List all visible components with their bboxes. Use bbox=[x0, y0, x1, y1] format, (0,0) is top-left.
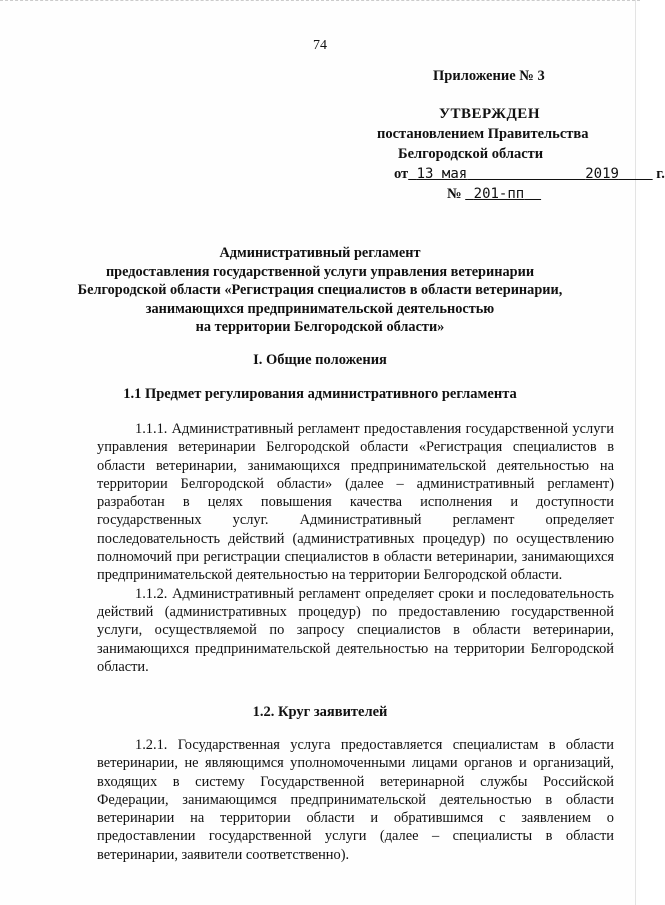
appendix-label: Приложение № 3 bbox=[433, 68, 545, 84]
title-line: Административный регламент bbox=[219, 245, 421, 261]
title-line: Белгородской области «Регистрация специалистов в области ветеринарии, bbox=[77, 282, 563, 298]
decree-date bbox=[370, 166, 665, 186]
scan-top-edge bbox=[0, 0, 640, 5]
title-line: предоставления государственной услуги управления ветеринарии bbox=[105, 263, 535, 280]
section-heading-general: I. Общие положения bbox=[253, 352, 387, 368]
title-line: на территории Белгородской области» bbox=[195, 319, 445, 335]
page-number: 74 bbox=[313, 38, 327, 53]
section-1-2-body bbox=[97, 736, 614, 864]
regulation-title bbox=[60, 244, 580, 337]
subsection-heading-applicants: 1.2. Круг заявителей bbox=[252, 704, 388, 720]
section-1-1-body bbox=[97, 420, 614, 676]
decree-number bbox=[370, 186, 620, 206]
date-suffix: г. bbox=[656, 166, 665, 182]
decree-line-2: Белгородской области bbox=[398, 146, 544, 162]
date-day-month: 13 мая bbox=[416, 166, 468, 182]
date-prefix: от bbox=[394, 166, 409, 182]
scan-right-edge bbox=[635, 0, 640, 905]
paragraph-1-2-1: 1.2.1. Государственная услуга предоставляется специалистам в области ветеринарии, не являющимся уполномоченными лицами органов и организаций, входящих в систему Государственной ветеринарной службы Российской Федерации, занимающимся предпринимательской деятельностью в области ветеринарии на территории области и обратившимся с заявлением о предоставлении государственной услуги (далее – специалисты в области ветеринарии, заявители соответственно). bbox=[97, 737, 614, 863]
number-value: 201-пп bbox=[473, 186, 525, 202]
date-year: 2019 bbox=[585, 166, 619, 182]
approval-block bbox=[370, 68, 665, 206]
paragraph-1-1-1: 1.1.1. Административный регламент предоставления государственной услуги управления ветеринарии Белгородской области «Регистрация специалистов в области ветеринарии, занимающихся предпринимательской деятельностью на территории Белгородской области» (далее – административный регламент) разработан в целях повышения качества исполнения и доступности государственных услуг. Административный регламент определяет последовательность действий (административных процедур) по осуществлению полномочий при регистрации специалистов в области ветеринарии, занимающихся предпринимательской деятельностью на территории Белгородской области. bbox=[97, 421, 614, 584]
number-prefix: № bbox=[447, 186, 462, 202]
paragraph-1-1-2: 1.1.2. Административный регламент определяет сроки и последовательность действий (административных процедур) по предоставлению государственной услуги, осуществляемой по запросу специалистов в области ветеринарии, занимающихся предпринимательской деятельностью на территории Белгородской области. bbox=[97, 585, 614, 675]
decree-line-1: постановлением Правительства bbox=[377, 126, 589, 142]
subsection-heading-subject: 1.1 Предмет регулирования административного регламента bbox=[123, 386, 517, 402]
title-line: занимающихся предпринимательской деятельностью bbox=[145, 300, 495, 317]
approved-label: УТВЕРЖДЕН bbox=[439, 106, 540, 122]
